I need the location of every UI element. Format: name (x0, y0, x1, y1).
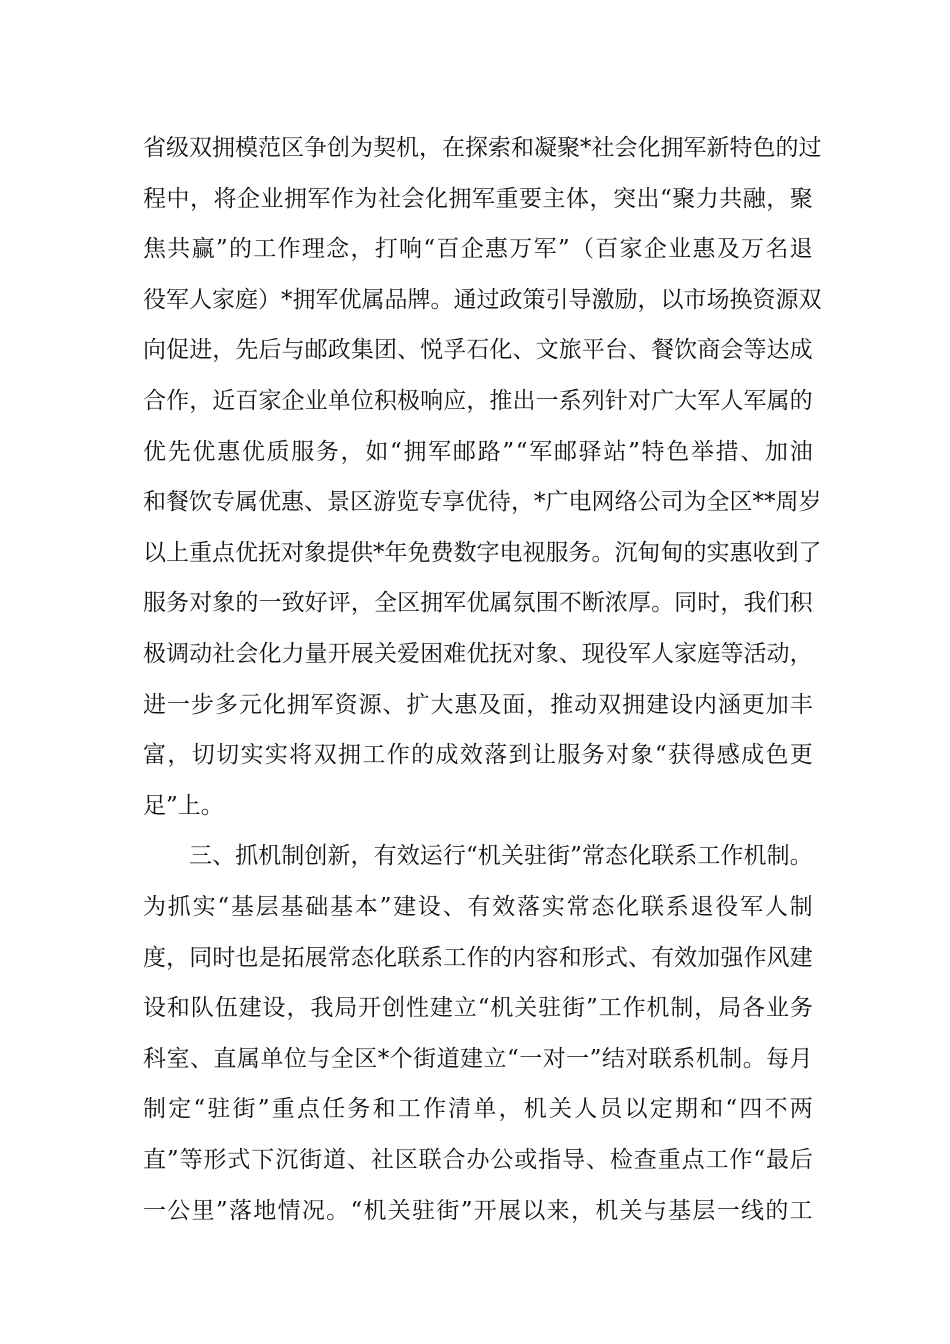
text-line: 服 务 对 象 的 一 致 好 评 ， 全 区 拥 军 优 属 氛 围 不 断 浓 厚 。 同 时 ， 我 们 积 (143, 590, 813, 617)
text-line: 三 、 抓 机 制 创 新 ， 有 效 运 行 “ 机 关 驻 街 ” 常 态 化 联 系 工 作 机 制 。 (189, 843, 813, 870)
text-line: 省 级 双 拥 模 范 区 争 创 为 契 机 ， 在 探 索 和 凝 聚 * 社 会 化 拥 军 新 特 色 的 过 (143, 135, 822, 161)
text-line: 役 军 人 家 庭 ） * 拥 军 优 属 品 牌 。 通 过 政 策 引 导 激 励 ， 以 市 场 换 资 源 双 (143, 286, 822, 313)
text-line: 设 和 队 伍 建 设 ， 我 局 开 创 性 建 立 “ 机 关 驻 街 ” 工 作 机 制 ， 局 各 业 务 (143, 995, 813, 1022)
text-line: 进 一 步 多 元 化 拥 军 资 源 、 扩 大 惠 及 面 ， 推 动 双 拥 建 设 内 涵 更 加 丰 (143, 691, 813, 718)
text-line: 合 作 ， 近 百 家 企 业 单 位 积 极 响 应 ， 推 出 一 系 列 针 对 广 大 军 人 军 属 的 (143, 388, 813, 414)
text-line: 和 餐 饮 专 属 优 惠 、 景 区 游 览 专 享 优 待 ， * 广 电 网 络 公 司 为 全 区 * * 周 岁 (143, 489, 822, 516)
text-line: 为 抓 实 “ 基 层 基 础 基 本 ” 建 设 、 有 效 落 实 常 态 化 联 系 退 役 军 人 制 (143, 894, 813, 920)
text-line: 直 ” 等 形 式 下 沉 街 道 、 社 区 联 合 办 公 或 指 导 、 检 查 重 点 工 作 “ 最 后 (143, 1147, 813, 1173)
text-line: 焦 共 赢 ” 的 工 作 理 念 ， 打 响 “ 百 企 惠 万 军 ” （ 百 家 企 业 惠 及 万 名 退 (143, 236, 813, 263)
text-line: 富 ， 切 切 实 实 将 双 拥 工 作 的 成 效 落 到 让 服 务 对 象 “ 获 得 感 成 色 更 (143, 742, 813, 769)
text-line: 以 上 重 点 优 抚 对 象 提 供 * 年 免 费 数 字 电 视 服 务 。 沉 甸 甸 的 实 惠 收 到 了 (143, 539, 822, 566)
text-line: 制 定 “ 驻 街 ” 重 点 任 务 和 工 作 清 单 ， 机 关 人 员 以 定 期 和 “ 四 不 两 (143, 1096, 813, 1123)
text-line: 一 公 里 ” 落 地 情 况 。 “ 机 关 驻 街 ” 开 展 以 来 ， 机 关 与 基 层 一 线 的 工 (143, 1197, 813, 1224)
text-line: 向 促 进 ， 先 后 与 邮 政 集 团 、 悦 孚 石 化 、 文 旅 平 台 、 餐 饮 商 会 等 达 成 (143, 337, 813, 364)
text-line: 足”上。 (143, 792, 224, 819)
text-line: 科 室 、 直 属 单 位 与 全 区 * 个 街 道 建 立 “ 一 对 一 ” 结 对 联 系 机 制 。 每 月 (143, 1045, 813, 1072)
text-line: 优 先 优 惠 优 质 服 务 ， 如 “ 拥 军 邮 路 ” “ 军 邮 驿 站 ” 特 色 举 措 、 加 油 (143, 438, 813, 465)
text-line: 极 调 动 社 会 化 力 量 开 展 关 爱 困 难 优 抚 对 象 、 现 役 军 人 家 庭 等 活 动 ， (143, 641, 813, 667)
text-line: 度 ， 同 时 也 是 拓 展 常 态 化 联 系 工 作 的 内 容 和 形 式 、 有 效 加 强 作 风 建 (143, 944, 813, 971)
text-line: 程 中 ， 将 企 业 拥 军 作 为 社 会 化 拥 军 重 要 主 体 ， 突 出 “ 聚 力 共 融 ， 聚 (143, 185, 813, 212)
